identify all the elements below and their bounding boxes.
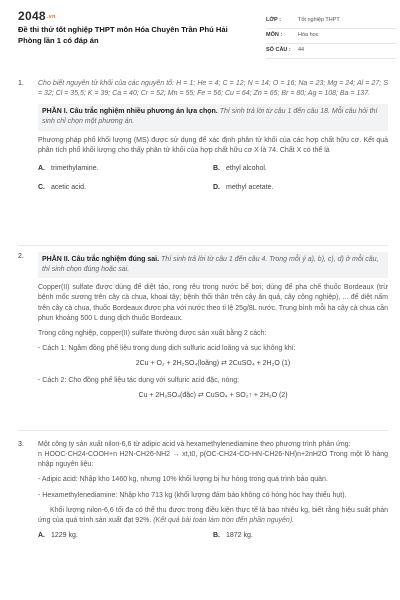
copper-sulfate-paragraph: Copper(II) sulfate được dùng để diệt tảo, rong rêu trong nước bể bơi; dùng để pha chế thuốc Bordeaux (trừ bệnh mốc sương trên cây cà chua, khoai tây; bệnh thối thân trên cây ăn quả, cây công nghiệp), ... để diệt nấm trên cây cà chua, thuốc Bordeaux được pha với nước theo tỉ lệ 25g/8L nước. Trung bình mỗi ha cây cà chua cần phun khoảng 500 L dung dịch thuốc Bordeaux. <box>38 284 388 322</box>
answer-options <box>38 164 388 193</box>
option-text: methyl acetate. <box>226 183 274 191</box>
option-d[interactable] <box>213 183 388 193</box>
answer-options <box>38 531 388 541</box>
option-letter: C. <box>38 183 45 191</box>
meta-key: LỚP : <box>266 17 281 24</box>
logo-suffix: .vn <box>46 14 56 20</box>
option-text: trimethylamine. <box>51 164 99 172</box>
option-letter: B. <box>213 164 220 172</box>
logo-text: 2048 <box>18 9 46 23</box>
question-3 <box>18 440 388 541</box>
question-1 <box>18 79 388 193</box>
section-description: Thí sinh trả lời từ câu 1 đến câu 18. Mỗi câu hỏi thí sinh chỉ chọn một phương án. <box>42 108 378 126</box>
meta-value: Tốt nghiệp THPT <box>298 17 340 24</box>
meta-row-subject <box>266 29 396 44</box>
section-heading: PHẦN I. Câu trắc nghiệm nhiều phương án lựa chọn. <box>42 108 218 116</box>
section-description: Thí sinh trả lời từ câu 1 đến câu 4. Trong mỗi ý a), b), c), d) ở mỗi câu, thí sinh chọn đúng hoặc sai. <box>42 256 379 274</box>
option-a[interactable] <box>38 531 213 541</box>
page-header <box>18 8 388 64</box>
option-text: 1229 kg. <box>51 531 78 539</box>
question-divider <box>18 430 388 431</box>
option-letter: A. <box>38 164 45 172</box>
material-adipic: - Adipic acid: Nhập kho 1460 kg, nhưng 10% khối lượng bị hư hỏng trong quá trình bảo quản. <box>38 476 328 484</box>
question-number: 1. <box>18 80 24 87</box>
question-number: 3. <box>18 441 24 448</box>
option-letter: D. <box>213 183 220 191</box>
method-2: - Cách 2: Cho đồng phế liệu tác dụng với sulfuric acid đặc, nóng: <box>38 377 240 385</box>
section-banner <box>38 104 388 130</box>
option-text: ethyl alcohol. <box>226 164 267 172</box>
reaction-text: n HOOC-CH24-COOH+n H2N-CH26-NH2 → xt,t0, p(OC-CH24-CO-HN-CH26-NH)n+2nH2O <box>38 451 328 459</box>
section-banner <box>38 252 388 278</box>
option-text: acetic acid. <box>51 183 87 191</box>
reaction-equation <box>38 450 388 470</box>
meta-value: 44 <box>298 47 305 54</box>
option-letter: A. <box>38 531 45 539</box>
material-hexamethylenediamine: - Hexamethylenediamine: Nhập kho 713 kg (khối lượng đảm bảo không có hỏng hóc hay thiếu hụt). <box>38 491 347 499</box>
closing-note: (Kết quả bài toán làm tròn đến phần nguyên). <box>153 516 295 524</box>
question-intro: Một công ty sản xuất nilon-6,6 từ adipic acid và hexamethylenediamine theo phương trình phản ứng: <box>38 441 351 448</box>
closing-text: Khối lượng nilon-6,6 tối đa có thể thu được trong điều kiện thực tế là bao nhiêu kg, biết rằng hiệu suất phản ứng của quá trình sản xuất đạt 92%. <box>38 506 388 524</box>
question-closing <box>38 506 388 526</box>
production-intro: Trong công nghiệp, copper(II) sulfate thường được sản xuất bằng 2 cách: <box>38 329 267 337</box>
method-1: - Cách 1: Ngâm đồng phế liệu trong dung dịch sulfuric acid loãng và sục không khí: <box>38 344 296 352</box>
meta-value: Hóa học <box>298 32 319 39</box>
meta-key: SỐ CÂU : <box>266 47 291 54</box>
exam-meta <box>266 14 396 59</box>
section-heading: PHẦN II. Câu trắc nghiệm đúng sai. <box>42 256 160 263</box>
meta-key: MÔN : <box>266 32 283 39</box>
option-text: 1872 kg. <box>226 531 253 539</box>
equation-2: Cu + 2H₂SO₄(đặc) ⇄ CuSO₄ + SO₂↑ + 2H₂O (2) <box>138 392 288 400</box>
exam-title: Đề thi thử tốt nghiệp THPT môn Hóa Chuyên Trần Phú Hải Phòng lần 1 có đáp án <box>18 25 228 45</box>
option-c[interactable] <box>38 183 213 193</box>
option-b[interactable] <box>213 164 388 174</box>
meta-row-class <box>266 14 396 29</box>
equation-1: 2Cu + O₂ + 2H₂SO₄(loãng) ⇄ 2CuSO₄ + 2H₂O (1) <box>135 360 291 368</box>
option-b[interactable] <box>213 531 388 541</box>
question-stem: Phương pháp phổ khối lượng (MS) được sử dụng để xác định phân tử khối của các hợp chất hữu cơ. Kết quả phân tích phổ khối lượng cho thấy phân tử khối của hợp chất hữu cơ X là 74. Chất X có thể là <box>38 136 388 154</box>
question-divider <box>18 245 388 246</box>
option-a[interactable] <box>38 164 213 174</box>
question-number: 2. <box>18 253 24 260</box>
reaction-tail: Trong một lô hàng nhập nguyên liệu: <box>38 451 388 469</box>
atomic-masses: Cho biết nguyên tử khối của các nguyên tố: H = 1; He = 4; C = 12; N = 14; O = 16; Na = 23; Mg = 24; Al = 27; S = 32; Cl = 35,5; K = 39; Ca = 40; Cr = 52; Mn = 55; Fe = 56; Cu = 64; Zn = 65; Br = 80; Ag = 108; Ba = 137. <box>38 80 388 98</box>
question-2 <box>18 252 388 409</box>
meta-row-count <box>266 44 396 59</box>
option-letter: B. <box>213 531 220 539</box>
